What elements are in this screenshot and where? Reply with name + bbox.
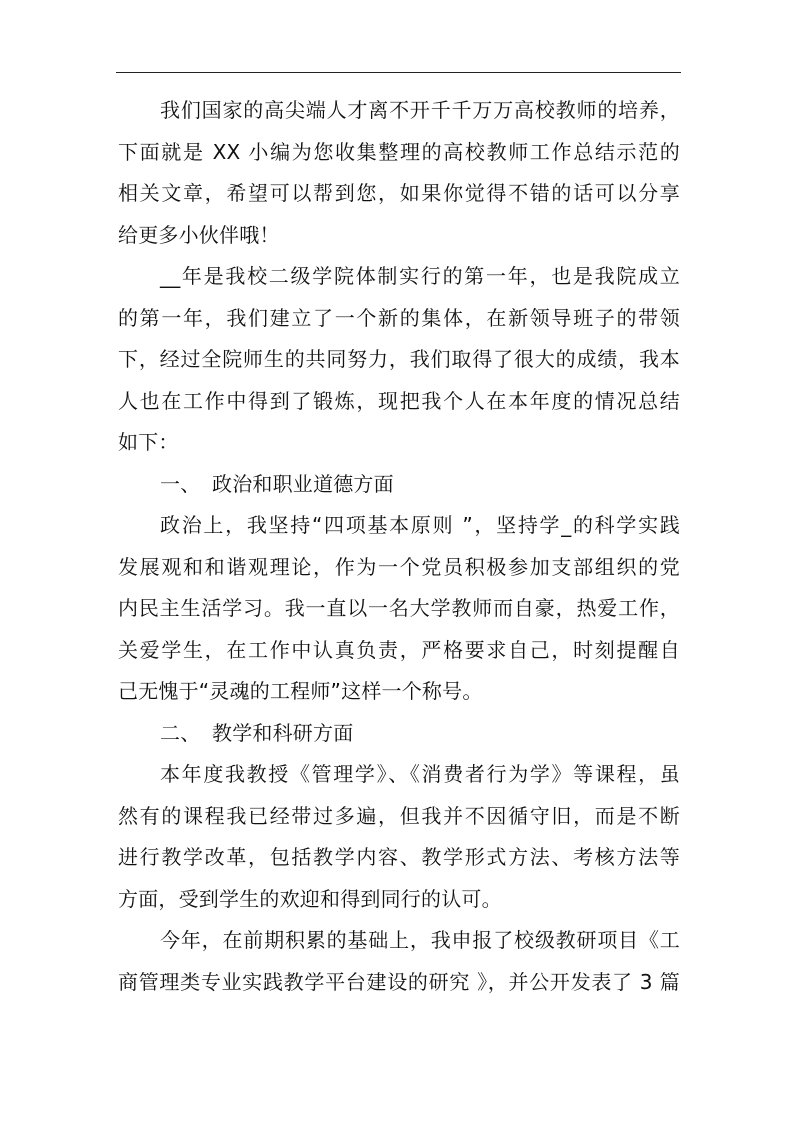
paragraph-line: 如下： [118, 430, 179, 454]
paragraph-line: 关爱学生，在工作中认真负责，严格要求自己，时刻提醒自 [118, 637, 680, 662]
paragraph-line: 商管理类专业实践教学平台建设的研究 》，并公开发表了 3 篇 [118, 969, 680, 994]
paragraph-line: 相关文章，希望可以帮到您，如果你觉得不错的话可以分享 [118, 181, 680, 205]
header-rule [116, 72, 681, 73]
paragraph-line: 进行教学改革，包括教学内容、教学形式方法、考核方法等 [118, 845, 680, 869]
paragraph-line: 下面就是 XX 小编为您收集整理的高校教师工作总结示范的 [118, 139, 680, 164]
document-body [118, 90, 680, 1003]
paragraph-line: 给更多小伙伴哦！ [118, 222, 280, 247]
paragraph-line: 己无愧于“灵魂的工程师”这样一个称号。 [118, 679, 483, 703]
heading-text: 教学和科研方面 [212, 720, 354, 745]
paragraph-line: 人也在工作中得到了锻炼，现把我个人在本年度的情况总结 [118, 388, 680, 413]
paragraph-line: 的第一年，我们建立了一个新的集体，在新领导班子的带领 [118, 305, 680, 330]
paragraph-line: 今年，在前期积累的基础上，我申报了校级教研项目《工 [160, 928, 680, 952]
paragraph-line: 方面，受到学生的欢迎和得到同行的认可。 [118, 886, 502, 911]
heading-text: 政治和职业道德方面 [212, 471, 394, 496]
paragraph-line: 然有的课程我已经带过多遍，但我并不因循守旧，而是不断 [118, 803, 680, 828]
paragraph-line: 内民主生活学习。我一直以一名大学教师而自豪，热爱工作， [118, 596, 680, 620]
section-heading-teaching [118, 713, 680, 755]
paragraph-line: 发展观和和谐观理论，作为一个党员积极参加支部组织的党 [118, 554, 680, 579]
heading-number: 二、 [160, 720, 201, 745]
paragraph-line: 政治上，我坚持“四项基本原则 ”，坚持学_的科学实践 [160, 513, 680, 537]
paragraph-line: 本年度我教授《管理学》、《消费者行为学》等课程，虽 [160, 762, 680, 786]
heading-number: 一、 [160, 471, 201, 496]
section-heading-political [118, 464, 680, 506]
paragraph-line: 下，经过全院师生的共同努力，我们取得了很大的成绩，我本 [118, 347, 680, 371]
paragraph-line: 我们国家的高尖端人才离不开千千万万高校教师的培养， [160, 98, 680, 122]
paragraph-line: __年是我校二级学院体制实行的第一年，也是我院成立 [160, 264, 680, 288]
